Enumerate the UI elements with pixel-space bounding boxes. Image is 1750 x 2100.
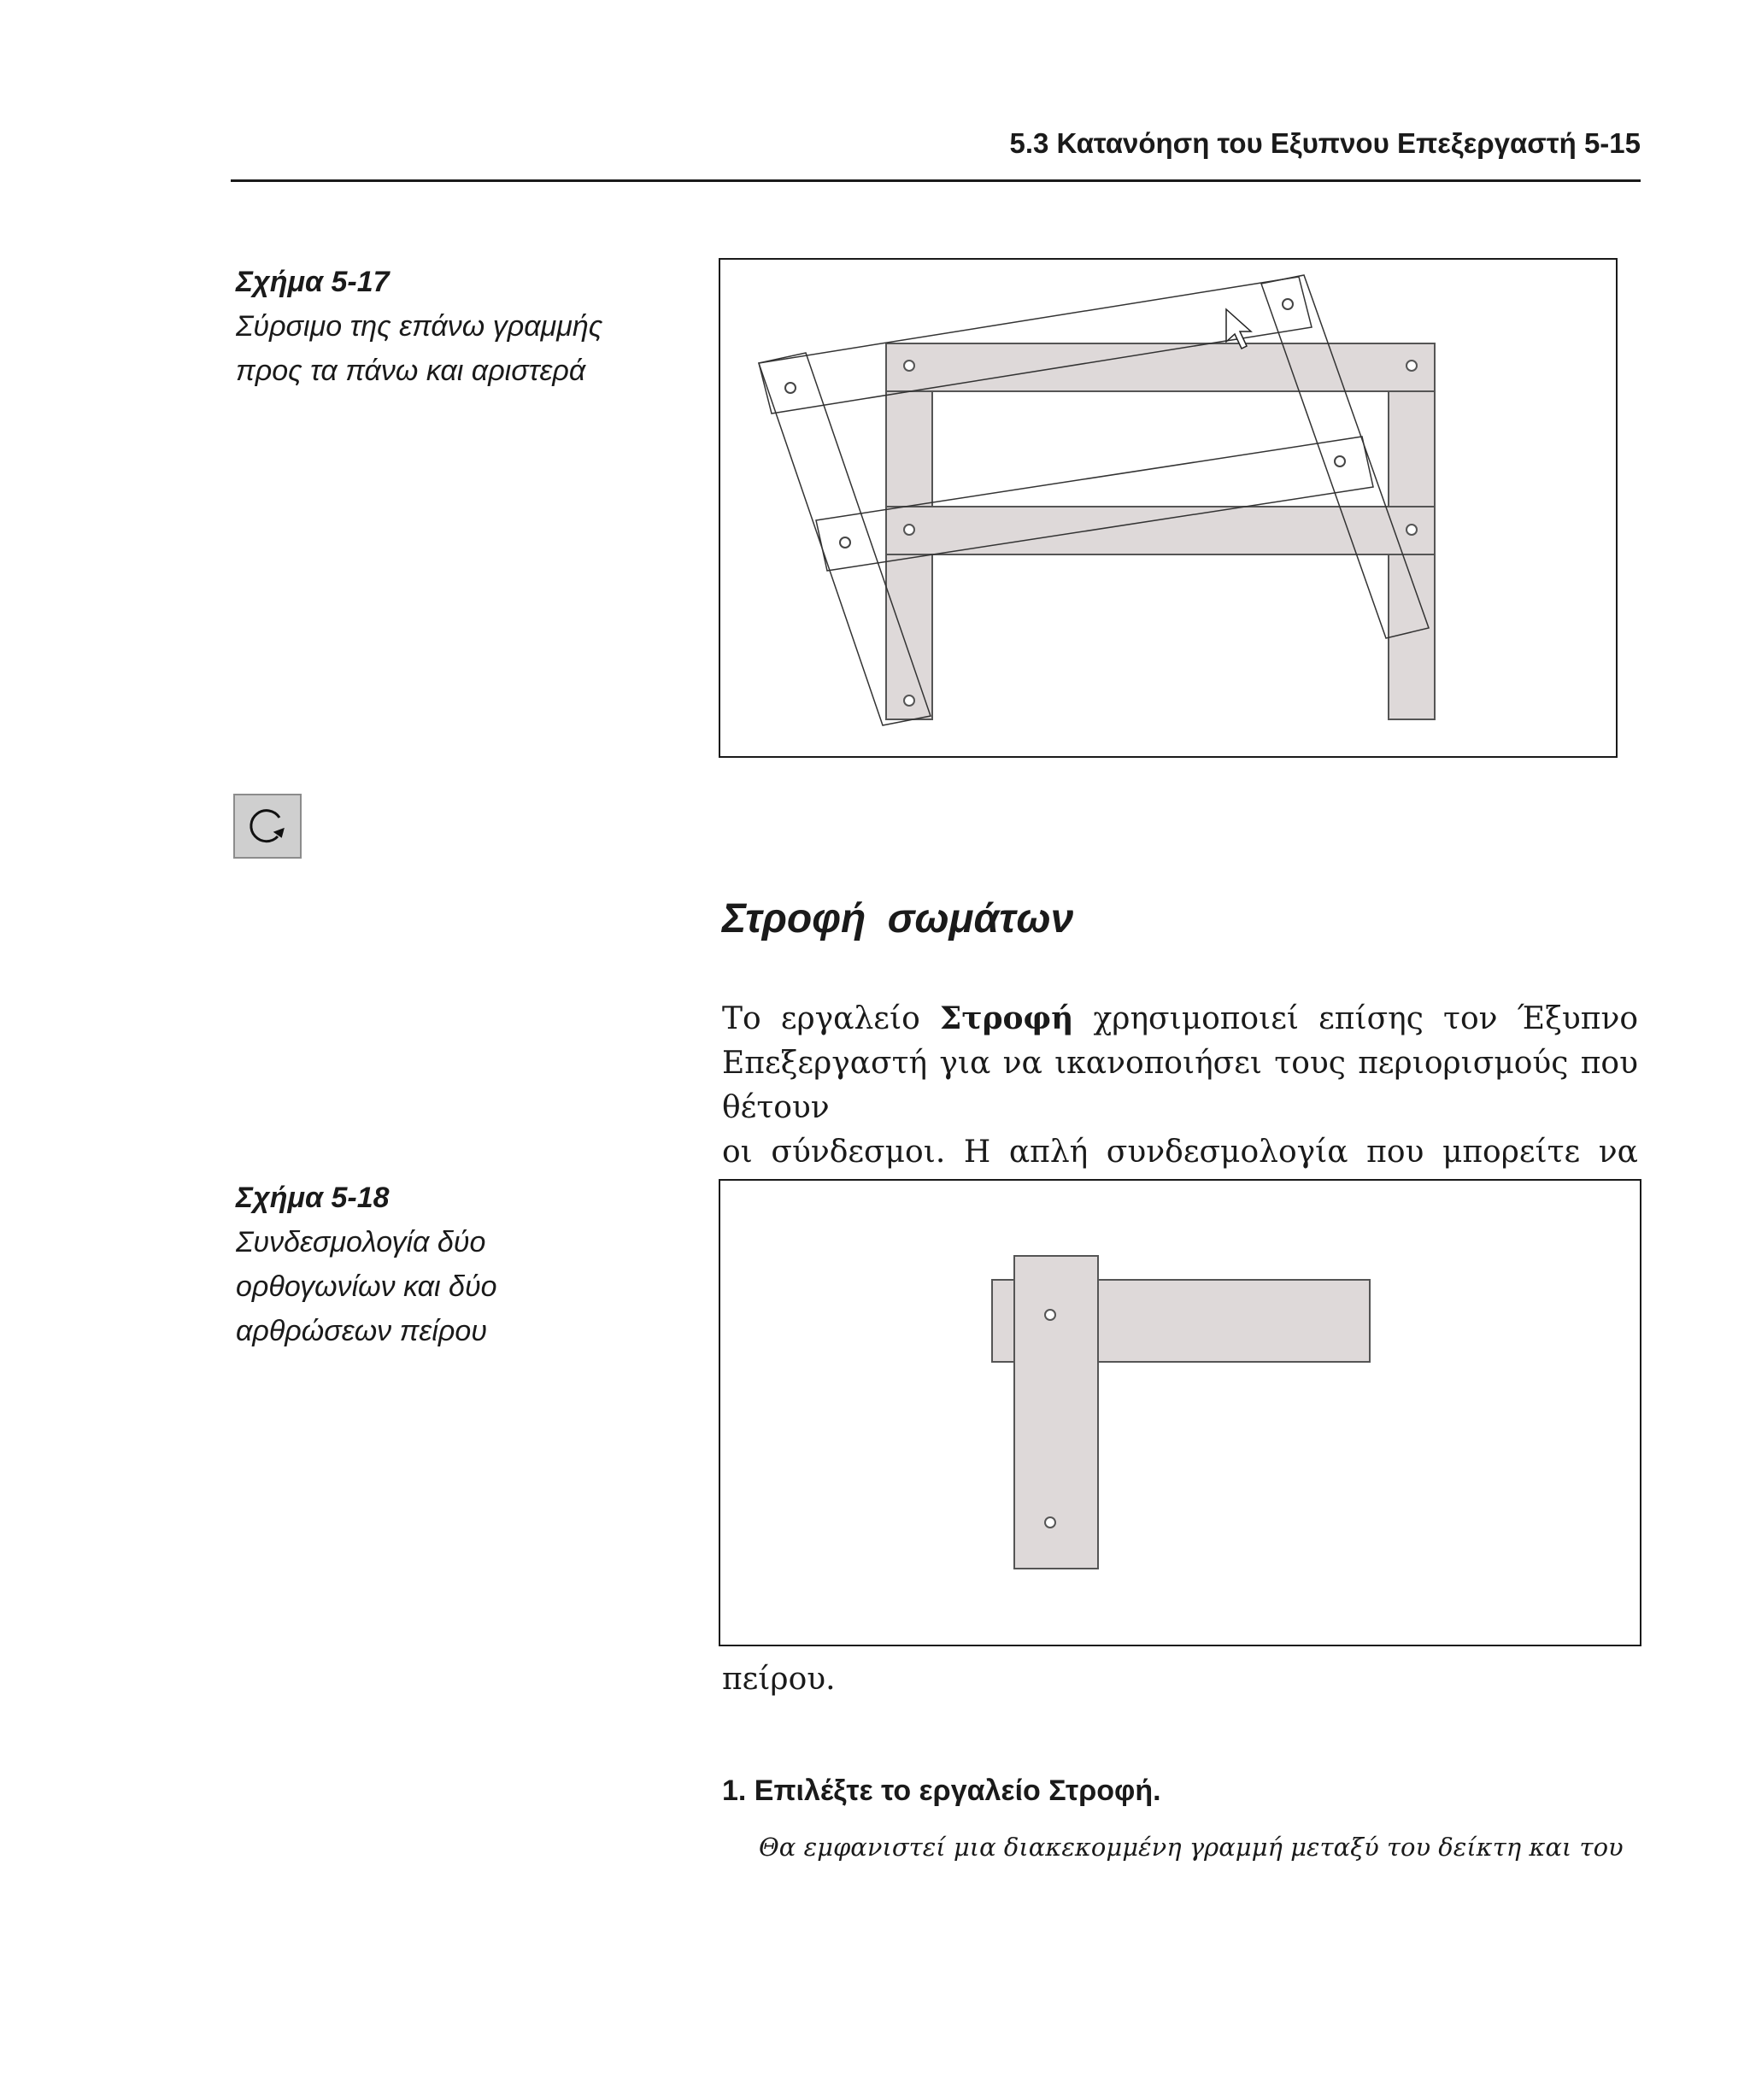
linkage-drag-diagram <box>720 260 1616 756</box>
figure-17 <box>719 258 1618 758</box>
paragraph-continuation: πείρου. <box>722 1662 836 1697</box>
running-head: 5.3 Κατανόηση του Εξυπνου Επεξεργαστή 5-15 <box>1009 127 1641 159</box>
paragraph-text: χρησιμοποιεί επίσης τον Έξυπνο <box>1073 1001 1639 1036</box>
vertical-rectangle <box>1014 1256 1098 1569</box>
top-bar-overlay <box>886 343 1435 391</box>
figure-17-caption <box>236 260 602 393</box>
middle-bar-overlay <box>886 507 1435 554</box>
pin <box>1406 525 1417 535</box>
step-1: 1. Επιλέξτε το εργαλείο Στροφή. <box>722 1774 1161 1807</box>
figure-17-title: Σχήμα 5-17 <box>236 266 390 298</box>
rotate-tool-button[interactable] <box>233 794 302 859</box>
pin <box>1406 361 1417 371</box>
figure-17-text: Σύρσιμο της επάνω γραμμής προς τα πάνω και αριστερά <box>236 310 603 387</box>
figure-18-caption <box>236 1176 497 1353</box>
tool-name-bold: Στροφή <box>939 1000 1074 1036</box>
rotate-icon <box>235 795 300 857</box>
pin <box>904 525 914 535</box>
paragraph-line-2: Επεξεργαστή για να ικανοποιήσει τους περιορισμούς που θέτουν <box>722 1046 1638 1125</box>
paragraph-line-1 <box>722 996 1638 1041</box>
header-rule <box>231 179 1641 182</box>
figure-18-title: Σχήμα 5-18 <box>236 1182 390 1214</box>
step-1-note: Θα εμφανιστεί μια διακεκομμένη γραμμή μεταξύ του δείκτη και του <box>759 1833 1624 1862</box>
pin <box>904 361 914 371</box>
ghost-pin <box>1283 299 1293 309</box>
ghost-pin <box>785 383 796 393</box>
paragraph-line-3: οι σύνδεσμοι. Η απλή συνδεσμολογία που μπορείτε να <box>722 1135 1638 1170</box>
ghost-pin <box>840 537 850 548</box>
figure-18 <box>719 1179 1641 1646</box>
pin-joint <box>1045 1517 1055 1528</box>
pin-joint <box>1045 1310 1055 1320</box>
pin <box>904 695 914 706</box>
paragraph-text: Το εργαλείο <box>722 1001 940 1036</box>
section-title: Στροφή σωμάτων <box>722 896 1074 941</box>
ghost-pin <box>1335 456 1345 466</box>
two-rectangle-linkage-diagram <box>720 1181 1640 1645</box>
figure-18-text: Συνδεσμολογία δύο ορθογωνίων και δύο αρθρώσεων πείρου <box>236 1226 497 1347</box>
